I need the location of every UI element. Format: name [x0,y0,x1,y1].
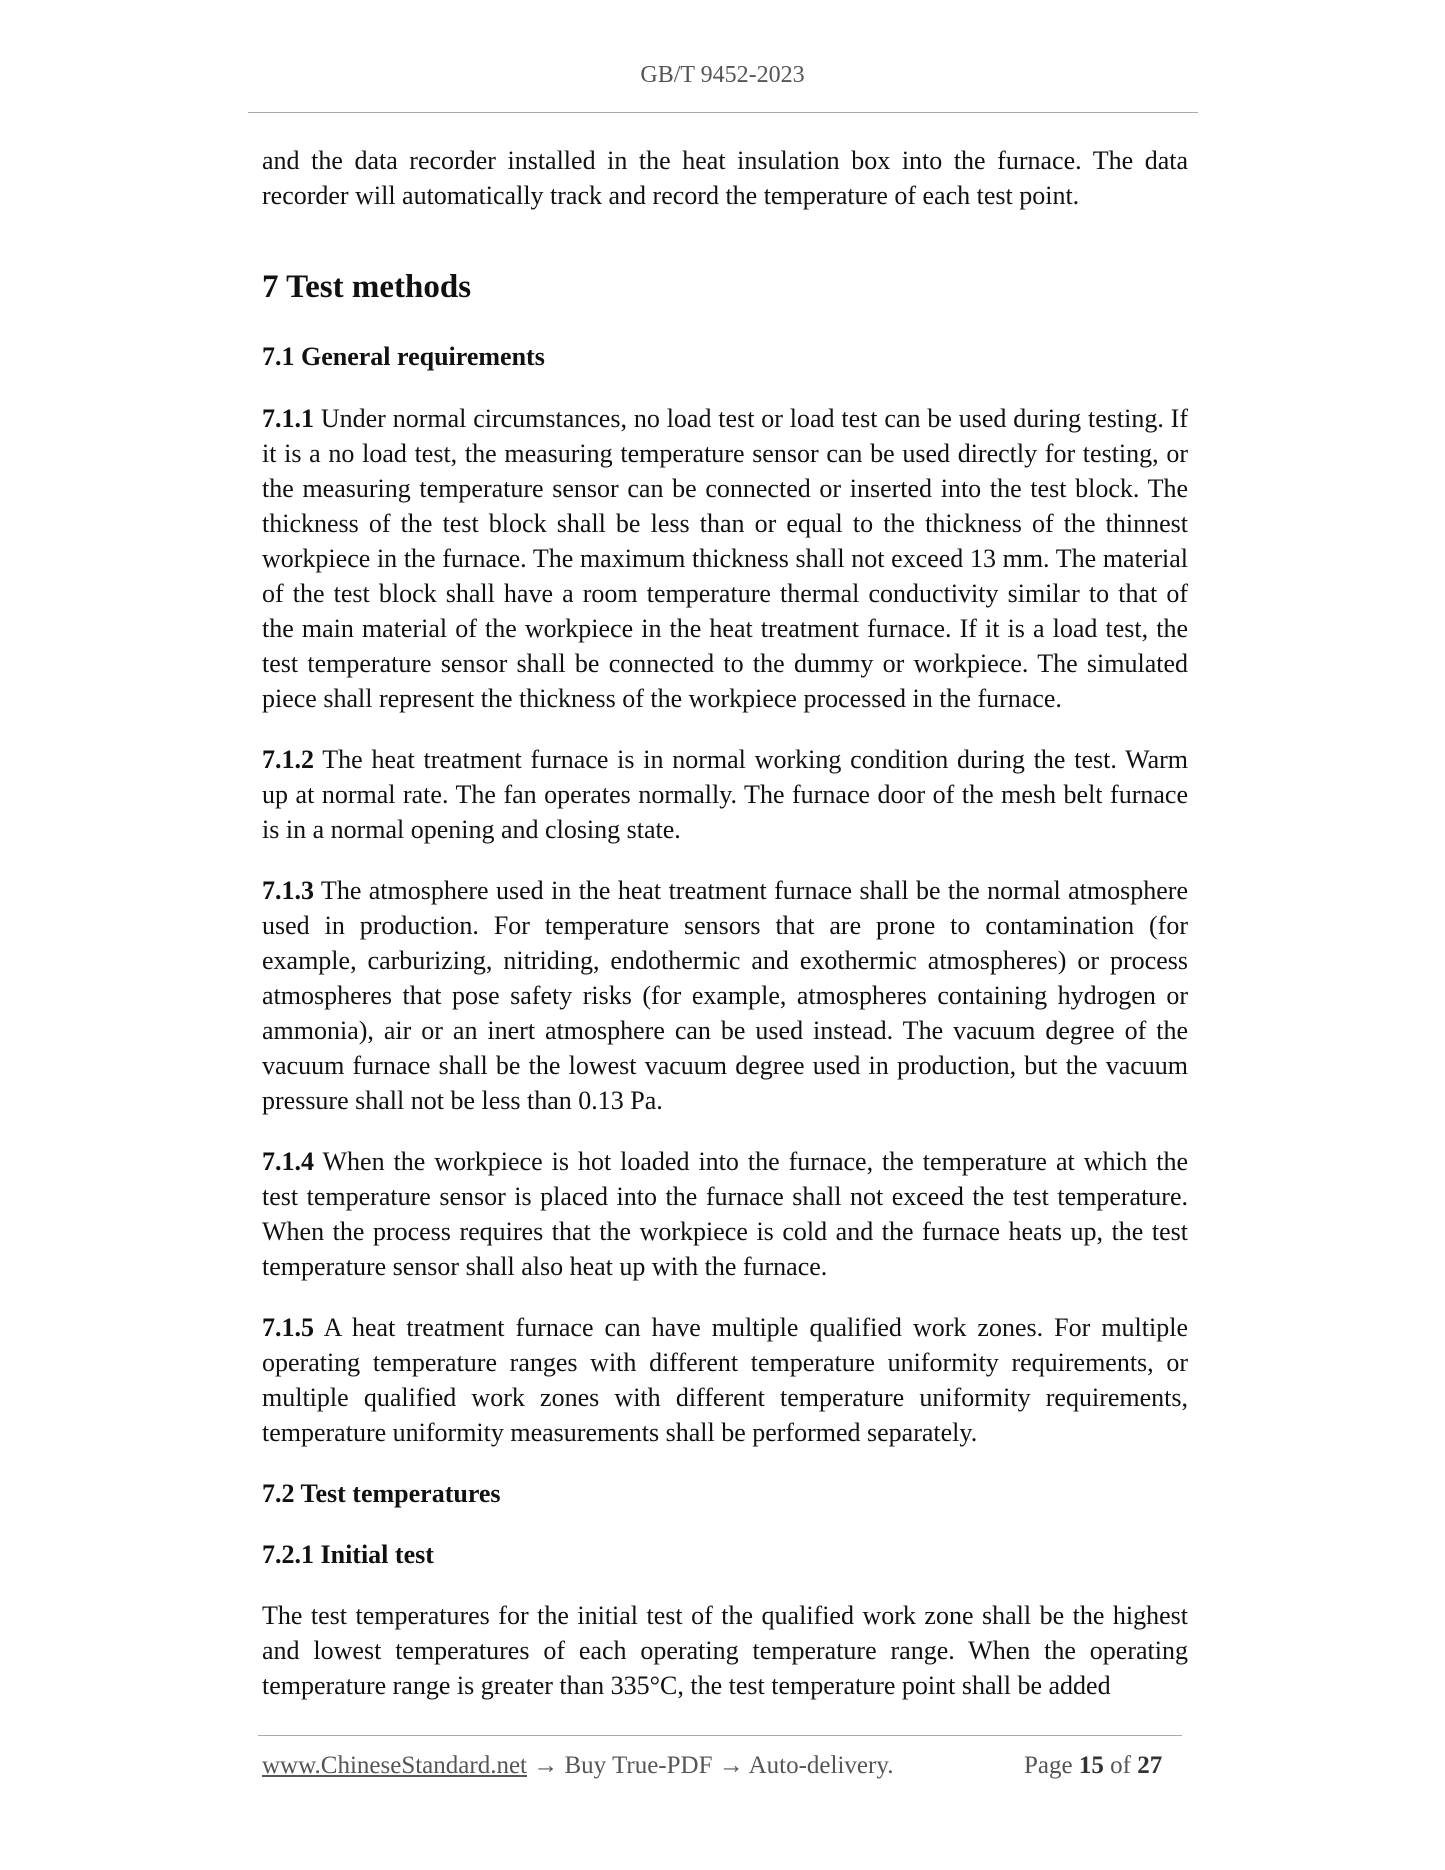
clause-7-1-5 [262,1310,1188,1450]
footer-promo-text: → Buy True-PDF → Auto-delivery. [527,1752,894,1779]
clause-text: Under normal circumstances, no load test or load test can be used during testing. If it is a no load test, the measuring temperature sensor can be used directly for testing, or the measuring temperature sensor can be connected or inserted into the test block. The thickness of the test block shall be less than or equal to the thickness of the thinnest workpiece in the furnace. The maximum thickness shall not exceed 13 mm. The material of the test block shall have a room temperature thermal conductivity similar to that of the main material of the workpiece in the heat treatment furnace. If it is a load test, the test temperature sensor shall be connected to the dummy or workpiece. The simulated piece shall represent the thickness of the workpiece processed in the furnace. [262,404,1188,713]
section-7-2-1-heading: 7.2.1 Initial test [262,1540,434,1569]
clause-number: 7.1.2 [262,745,314,774]
section-7-1-heading: 7.1 General requirements [262,342,545,371]
clause-7-2-1-text: The test temperatures for the initial test of the qualified work zone shall be the highest and lowest temperatures of each operating temperature range. When the operating temperature range is greater than 335°C, the test temperature point shall be added [262,1601,1188,1700]
page-label: Page [1024,1752,1073,1779]
section-7-heading: 7 Test methods [262,269,472,305]
document-header: GB/T 9452-2023 [640,62,805,88]
clause-text: The heat treatment furnace is in normal working condition during the test. Warm up at normal rate. The fan operates normally. The furnace door of the mesh belt furnace is in a normal opening and closing state. [262,745,1188,844]
page-of: of [1110,1752,1131,1779]
clause-text: When the workpiece is hot loaded into the furnace, the temperature at which the test temperature sensor is placed into the furnace shall not exceed the test temperature. When the process requires that the workpiece is cold and the furnace heats up, the test temperature sensor shall also heat up with the furnace. [262,1147,1188,1281]
section-7-2-heading: 7.2 Test temperatures [262,1479,501,1508]
clause-number: 7.1.4 [262,1147,314,1176]
clause-number: 7.1.1 [262,404,314,433]
footer-divider [258,1735,1182,1736]
page-total: 27 [1137,1752,1163,1779]
page-indicator [1024,1752,1162,1780]
clause-number: 7.1.3 [262,876,314,905]
header-divider [248,112,1198,113]
clause-7-1-1 [262,401,1188,716]
clause-7-1-3 [262,873,1188,1118]
page-content [262,143,1188,1703]
footer-promo [262,1752,893,1780]
clause-text: The atmosphere used in the heat treatment furnace shall be the normal atmosphere used in production. For temperature sensors that are prone to contamination (for example, carburizing, nitriding, endothermic and exothermic atmospheres) or process atmospheres that pose safety risks (for example, atmospheres containing hydrogen or ammonia), air or an inert atmosphere can be used instead. The vacuum degree of the vacuum furnace shall be the lowest vacuum degree used in production, but the vacuum pressure shall not be less than 0.13 Pa. [262,876,1188,1115]
page-current: 15 [1078,1752,1104,1779]
intro-paragraph: and the data recorder installed in the heat insulation box into the furnace. The data recorder will automatically track and record the temperature of each test point. [262,146,1188,210]
clause-7-1-2 [262,742,1188,847]
clause-7-1-4 [262,1144,1188,1284]
clause-number: 7.1.5 [262,1313,314,1342]
clause-text: A heat treatment furnace can have multiple qualified work zones. For multiple operating temperature ranges with different temperature uniformity requirements, or multiple qualified work zones with different temperature uniformity requirements, temperature uniformity measurements shall be performed separately. [262,1313,1188,1447]
website-link[interactable]: www.ChineseStandard.net [262,1752,527,1779]
